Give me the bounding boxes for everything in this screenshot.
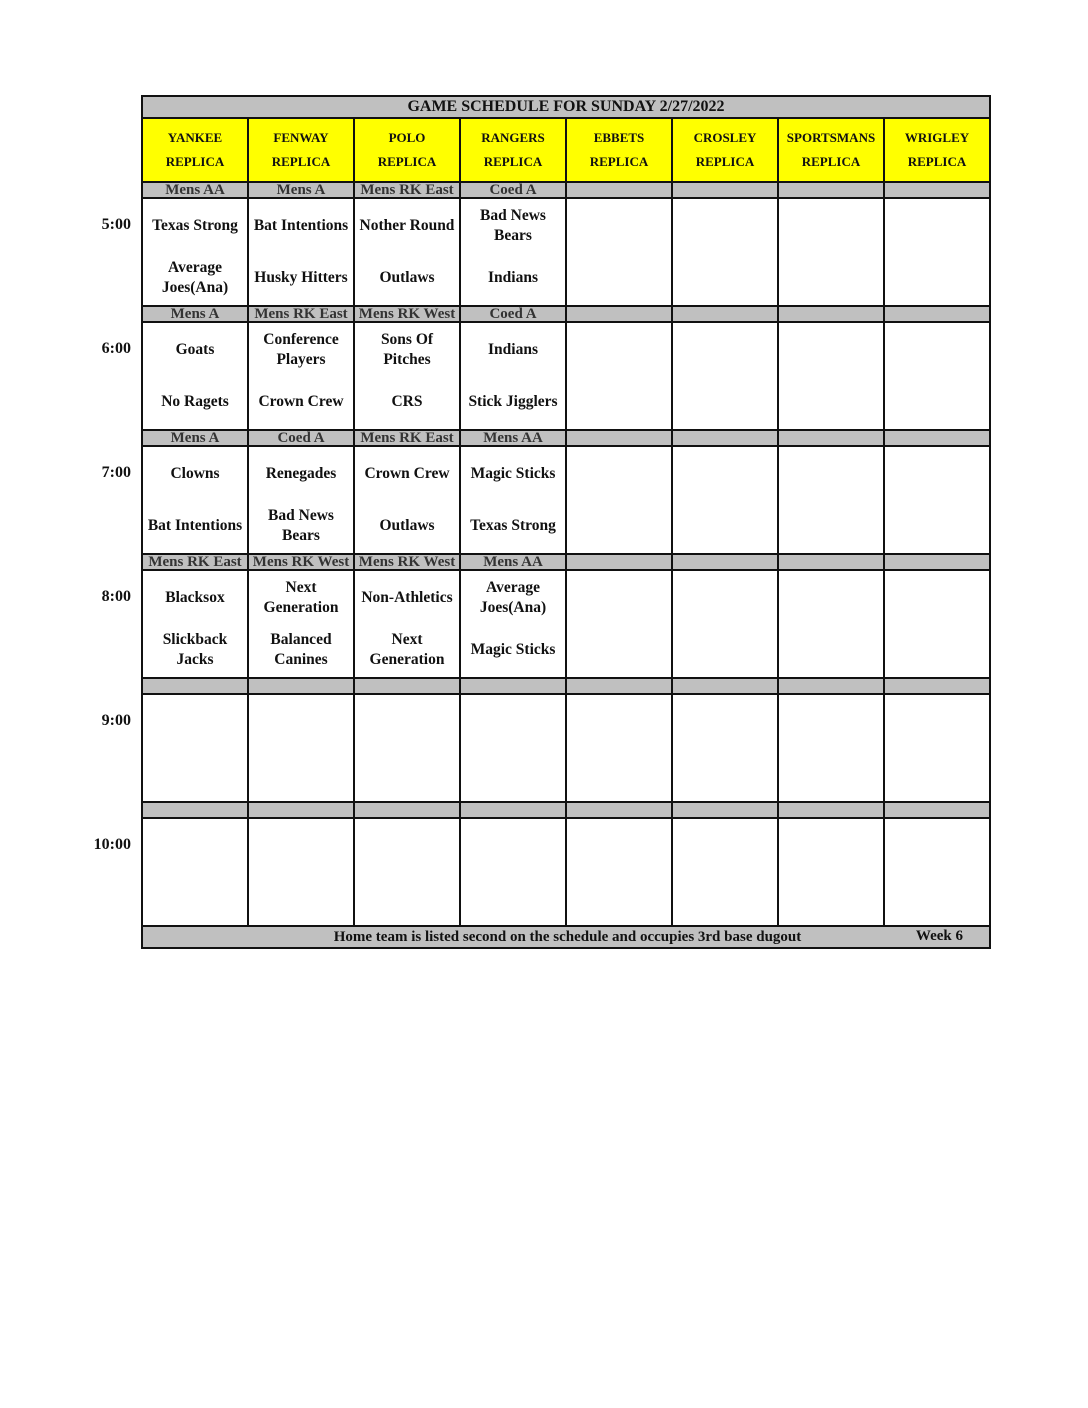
division-label bbox=[566, 802, 672, 818]
field-subtitle: REPLICA bbox=[907, 154, 967, 169]
division-label: Mens RK West bbox=[354, 306, 460, 322]
division-label bbox=[672, 678, 778, 694]
game-cell bbox=[248, 446, 354, 554]
game-cell bbox=[884, 446, 990, 554]
away-team: Blacksox bbox=[165, 589, 225, 606]
away-team bbox=[567, 200, 671, 252]
away-team bbox=[355, 696, 459, 748]
away-team bbox=[673, 324, 777, 376]
game-row bbox=[142, 570, 990, 678]
game-cell bbox=[884, 694, 990, 802]
field-header-1 bbox=[248, 118, 354, 182]
game-cell bbox=[778, 198, 884, 306]
game-cell bbox=[460, 694, 566, 802]
away-team bbox=[673, 200, 777, 252]
away-team bbox=[249, 696, 353, 748]
field-header-7 bbox=[884, 118, 990, 182]
home-team: Husky Hitters bbox=[254, 269, 348, 286]
home-team bbox=[673, 500, 777, 552]
division-label bbox=[778, 802, 884, 818]
division-label: Mens A bbox=[142, 306, 248, 322]
field-name: EBBETS bbox=[593, 130, 645, 145]
division-label: Mens A bbox=[248, 182, 354, 198]
division-label bbox=[778, 554, 884, 570]
away-team bbox=[567, 448, 671, 500]
game-cell bbox=[566, 198, 672, 306]
away-team: Nother Round bbox=[359, 217, 455, 234]
away-team: Indians bbox=[488, 341, 538, 358]
game-cell bbox=[248, 198, 354, 306]
away-team bbox=[885, 200, 989, 252]
game-row bbox=[142, 818, 990, 926]
game-cell bbox=[672, 694, 778, 802]
away-team: Goats bbox=[175, 341, 215, 358]
home-team bbox=[779, 500, 883, 552]
home-team bbox=[143, 872, 247, 924]
game-cell bbox=[672, 570, 778, 678]
division-label bbox=[672, 430, 778, 446]
away-team: Magic Sticks bbox=[470, 465, 556, 482]
division-row bbox=[142, 678, 990, 694]
away-team bbox=[461, 820, 565, 872]
division-label bbox=[672, 554, 778, 570]
game-cell bbox=[884, 818, 990, 926]
home-team bbox=[673, 624, 777, 676]
footer-cell bbox=[142, 926, 990, 948]
home-team bbox=[355, 748, 459, 800]
away-team: Sons Of Pitches bbox=[380, 331, 434, 368]
division-row bbox=[142, 430, 990, 446]
home-team bbox=[779, 872, 883, 924]
division-label: Mens RK East bbox=[354, 430, 460, 446]
division-label bbox=[354, 678, 460, 694]
game-cell bbox=[354, 570, 460, 678]
division-label: Mens RK East bbox=[248, 306, 354, 322]
home-team bbox=[673, 252, 777, 304]
time-label: 9:00 bbox=[101, 712, 131, 729]
time-label: 5:00 bbox=[101, 216, 131, 233]
home-team: Outlaws bbox=[379, 517, 435, 534]
game-cell bbox=[778, 322, 884, 430]
home-team: No Ragets bbox=[161, 393, 229, 410]
division-label: Coed A bbox=[460, 182, 566, 198]
division-label: Mens RK East bbox=[142, 554, 248, 570]
division-label: Mens AA bbox=[460, 430, 566, 446]
home-team bbox=[779, 252, 883, 304]
game-cell bbox=[142, 322, 248, 430]
home-team bbox=[779, 624, 883, 676]
division-label bbox=[672, 306, 778, 322]
home-team bbox=[779, 748, 883, 800]
home-team bbox=[249, 748, 353, 800]
field-name: SPORTSMANS bbox=[786, 130, 876, 145]
division-row bbox=[142, 306, 990, 322]
game-cell bbox=[672, 818, 778, 926]
away-team bbox=[779, 572, 883, 624]
field-name: WRIGLEY bbox=[904, 130, 970, 145]
division-label bbox=[884, 306, 990, 322]
home-team bbox=[567, 500, 671, 552]
home-team bbox=[355, 872, 459, 924]
division-label: Mens RK East bbox=[354, 182, 460, 198]
field-header-3 bbox=[460, 118, 566, 182]
game-cell bbox=[672, 446, 778, 554]
division-label bbox=[248, 678, 354, 694]
home-team bbox=[779, 376, 883, 428]
field-name: FENWAY bbox=[273, 130, 329, 145]
division-label: Coed A bbox=[460, 306, 566, 322]
away-team: Texas Strong bbox=[152, 217, 238, 234]
game-cell bbox=[142, 818, 248, 926]
home-team bbox=[885, 376, 989, 428]
game-cell bbox=[460, 570, 566, 678]
game-cell bbox=[884, 322, 990, 430]
division-label bbox=[566, 678, 672, 694]
away-team bbox=[779, 696, 883, 748]
home-team bbox=[143, 748, 247, 800]
away-team bbox=[779, 200, 883, 252]
home-team bbox=[461, 748, 565, 800]
field-subtitle: REPLICA bbox=[271, 154, 331, 169]
game-cell bbox=[672, 322, 778, 430]
game-cell bbox=[142, 446, 248, 554]
field-header-0 bbox=[142, 118, 248, 182]
title-row bbox=[142, 96, 990, 118]
field-subtitle: REPLICA bbox=[165, 154, 225, 169]
division-label: Mens A bbox=[142, 430, 248, 446]
field-header-4 bbox=[566, 118, 672, 182]
away-team bbox=[567, 696, 671, 748]
division-label bbox=[142, 802, 248, 818]
home-team bbox=[673, 872, 777, 924]
game-cell bbox=[248, 818, 354, 926]
division-label bbox=[248, 802, 354, 818]
division-label bbox=[778, 678, 884, 694]
division-row bbox=[142, 802, 990, 818]
field-header-5 bbox=[672, 118, 778, 182]
time-label: 6:00 bbox=[101, 340, 131, 357]
division-label bbox=[460, 678, 566, 694]
home-team bbox=[673, 376, 777, 428]
away-team bbox=[885, 696, 989, 748]
home-team bbox=[885, 872, 989, 924]
home-team: Slickback Jacks bbox=[162, 631, 228, 668]
away-team bbox=[355, 820, 459, 872]
game-cell bbox=[566, 570, 672, 678]
game-cell bbox=[672, 198, 778, 306]
away-team bbox=[885, 820, 989, 872]
home-team: Crown Crew bbox=[258, 393, 344, 410]
home-team bbox=[567, 252, 671, 304]
field-subtitle: REPLICA bbox=[483, 154, 543, 169]
away-team bbox=[143, 820, 247, 872]
home-team bbox=[673, 748, 777, 800]
field-subtitle: REPLICA bbox=[801, 154, 861, 169]
away-team: Clowns bbox=[170, 465, 220, 482]
game-row bbox=[142, 446, 990, 554]
game-cell bbox=[248, 322, 354, 430]
away-team bbox=[885, 324, 989, 376]
field-name: YANKEE bbox=[167, 130, 223, 145]
week-label: Week 6 bbox=[915, 928, 963, 944]
game-cell bbox=[566, 694, 672, 802]
field-name: CROSLEY bbox=[693, 130, 757, 145]
away-team: Bad News Bears bbox=[480, 207, 546, 244]
away-team bbox=[779, 324, 883, 376]
time-label: 7:00 bbox=[101, 464, 131, 481]
home-team bbox=[885, 500, 989, 552]
away-team: Renegades bbox=[265, 465, 337, 482]
game-cell bbox=[460, 322, 566, 430]
game-cell bbox=[460, 818, 566, 926]
field-subtitle: REPLICA bbox=[695, 154, 755, 169]
division-label bbox=[884, 802, 990, 818]
game-cell bbox=[884, 570, 990, 678]
away-team bbox=[673, 820, 777, 872]
schedule-table bbox=[141, 95, 991, 949]
home-team: Indians bbox=[488, 269, 538, 286]
home-team: Balanced Canines bbox=[270, 631, 332, 668]
division-label bbox=[884, 430, 990, 446]
division-label bbox=[884, 182, 990, 198]
away-team bbox=[779, 820, 883, 872]
game-cell bbox=[354, 446, 460, 554]
away-team bbox=[143, 696, 247, 748]
time-label: 8:00 bbox=[101, 588, 131, 605]
division-label bbox=[778, 182, 884, 198]
away-team bbox=[673, 572, 777, 624]
field-header-row bbox=[142, 118, 990, 182]
away-team bbox=[885, 572, 989, 624]
home-team: Bat Intentions bbox=[147, 517, 243, 534]
game-cell bbox=[460, 198, 566, 306]
home-team: Average Joes(Ana) bbox=[161, 259, 229, 296]
division-label bbox=[142, 678, 248, 694]
home-team bbox=[885, 624, 989, 676]
division-label bbox=[672, 802, 778, 818]
division-label bbox=[566, 182, 672, 198]
away-team bbox=[461, 696, 565, 748]
game-cell bbox=[778, 694, 884, 802]
game-cell bbox=[354, 322, 460, 430]
division-label bbox=[354, 802, 460, 818]
home-team bbox=[461, 872, 565, 924]
away-team bbox=[567, 324, 671, 376]
division-label bbox=[672, 182, 778, 198]
division-label bbox=[566, 306, 672, 322]
game-cell bbox=[248, 694, 354, 802]
field-name: RANGERS bbox=[481, 130, 545, 145]
home-team bbox=[567, 872, 671, 924]
home-team bbox=[885, 748, 989, 800]
division-row bbox=[142, 182, 990, 198]
field-subtitle: REPLICA bbox=[589, 154, 649, 169]
division-label bbox=[778, 430, 884, 446]
game-cell bbox=[778, 818, 884, 926]
game-cell bbox=[566, 322, 672, 430]
home-team: Next Generation bbox=[369, 631, 445, 668]
division-label: Mens RK West bbox=[354, 554, 460, 570]
game-row bbox=[142, 694, 990, 802]
home-team bbox=[567, 624, 671, 676]
game-cell bbox=[248, 570, 354, 678]
game-cell bbox=[566, 446, 672, 554]
game-cell bbox=[142, 198, 248, 306]
game-cell bbox=[884, 198, 990, 306]
schedule-title: GAME SCHEDULE FOR SUNDAY 2/27/2022 bbox=[142, 96, 990, 118]
home-team bbox=[249, 872, 353, 924]
home-team: Bad News Bears bbox=[268, 507, 334, 544]
away-team: Crown Crew bbox=[364, 465, 450, 482]
division-row bbox=[142, 554, 990, 570]
division-label bbox=[884, 678, 990, 694]
home-team: CRS bbox=[391, 393, 423, 410]
home-team: Outlaws bbox=[379, 269, 435, 286]
division-label: Mens RK West bbox=[248, 554, 354, 570]
division-label bbox=[566, 430, 672, 446]
away-team bbox=[673, 696, 777, 748]
field-header-2 bbox=[354, 118, 460, 182]
away-team bbox=[249, 820, 353, 872]
game-cell bbox=[142, 570, 248, 678]
game-cell bbox=[354, 818, 460, 926]
division-label: Mens AA bbox=[460, 554, 566, 570]
field-name: POLO bbox=[388, 130, 426, 145]
away-team: Non-Athletics bbox=[361, 589, 453, 606]
home-team: Stick Jigglers bbox=[468, 393, 558, 410]
home-team bbox=[567, 748, 671, 800]
away-team bbox=[673, 448, 777, 500]
away-team: Conference Players bbox=[263, 331, 339, 368]
game-row bbox=[142, 322, 990, 430]
home-team: Texas Strong bbox=[470, 517, 556, 534]
schedule-body bbox=[142, 96, 990, 948]
division-label bbox=[778, 306, 884, 322]
game-cell bbox=[354, 694, 460, 802]
division-label bbox=[460, 802, 566, 818]
away-team bbox=[779, 448, 883, 500]
game-cell bbox=[778, 446, 884, 554]
game-cell bbox=[460, 446, 566, 554]
field-subtitle: REPLICA bbox=[377, 154, 437, 169]
game-row bbox=[142, 198, 990, 306]
time-label: 10:00 bbox=[93, 836, 131, 853]
division-label bbox=[566, 554, 672, 570]
footer-row bbox=[142, 926, 990, 948]
game-cell bbox=[142, 694, 248, 802]
division-label: Coed A bbox=[248, 430, 354, 446]
away-team: Average Joes(Ana) bbox=[479, 579, 547, 616]
game-cell bbox=[778, 570, 884, 678]
footer-note: Home team is listed second on the schedule and occupies 3rd base dugout bbox=[333, 928, 802, 945]
home-team bbox=[885, 252, 989, 304]
away-team bbox=[567, 820, 671, 872]
division-label bbox=[884, 554, 990, 570]
away-team bbox=[567, 572, 671, 624]
home-team bbox=[567, 376, 671, 428]
division-label: Mens AA bbox=[142, 182, 248, 198]
away-team bbox=[885, 448, 989, 500]
away-team: Next Generation bbox=[263, 579, 339, 616]
field-header-6 bbox=[778, 118, 884, 182]
home-team: Magic Sticks bbox=[470, 641, 556, 658]
game-cell bbox=[566, 818, 672, 926]
game-cell bbox=[354, 198, 460, 306]
away-team: Bat Intentions bbox=[253, 217, 349, 234]
